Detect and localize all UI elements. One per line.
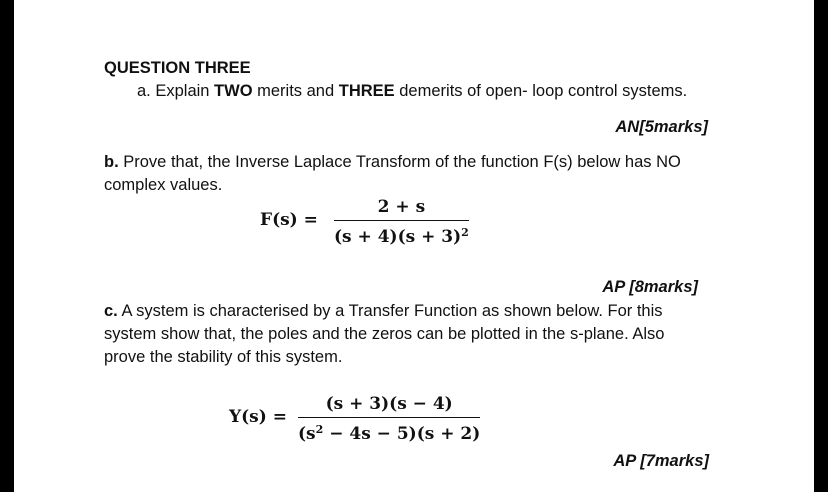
part-b-denominator-exponent: 2 xyxy=(461,226,469,240)
part-b-line1 xyxy=(104,151,681,173)
part-c-fraction-bar xyxy=(298,417,480,418)
part-a-marks: AN[5marks] xyxy=(615,118,708,136)
question-title: QUESTION THREE xyxy=(104,59,251,77)
part-b-numerator: 2 + s xyxy=(377,197,426,217)
part-b-line1-text: Prove that, the Inverse Laplace Transform of the function F(s) below has NO xyxy=(118,153,681,171)
part-b-marks: AP [8marks] xyxy=(602,278,698,296)
part-c-line2: system show that, the poles and the zeros can be plotted in the s-plane. Also xyxy=(104,325,665,343)
part-a-suffix: demerits of open- loop control systems. xyxy=(394,82,688,100)
part-a-mid: merits and xyxy=(252,82,339,100)
part-c-lhs: Y(s) = xyxy=(229,407,287,427)
part-b-line2: complex values. xyxy=(104,176,223,194)
document-page xyxy=(14,0,814,492)
part-a-text xyxy=(137,80,687,102)
part-c-marks: AP [7marks] xyxy=(613,452,709,470)
part-b-fraction-bar xyxy=(334,220,469,221)
part-b-label: b. xyxy=(104,153,119,171)
part-c-numerator: (s + 3)(s − 4) xyxy=(325,394,453,414)
part-a-prefix: a. Explain xyxy=(137,82,215,100)
part-a-bold-three: THREE xyxy=(338,82,395,100)
part-b-denominator: $(s + 4)(s + 3)^2$ xyxy=(334,226,469,248)
part-c-line1 xyxy=(104,300,663,322)
part-b-lhs: F(s) = xyxy=(260,210,318,230)
part-c-fraction xyxy=(298,393,480,445)
part-a-bold-two: TWO xyxy=(214,82,253,100)
part-c-line3: prove the stability of this system. xyxy=(104,348,343,366)
part-c-denominator-exponent: 2 xyxy=(315,423,324,437)
part-c-line1-text: A system is characterised by a Transfer Function as shown below. For this xyxy=(117,302,663,320)
part-b-fraction xyxy=(334,196,469,248)
part-c-label: c. xyxy=(104,302,118,320)
part-c-denominator: $(s^2 - 4s - 5)(s + 2)$ xyxy=(298,423,481,445)
